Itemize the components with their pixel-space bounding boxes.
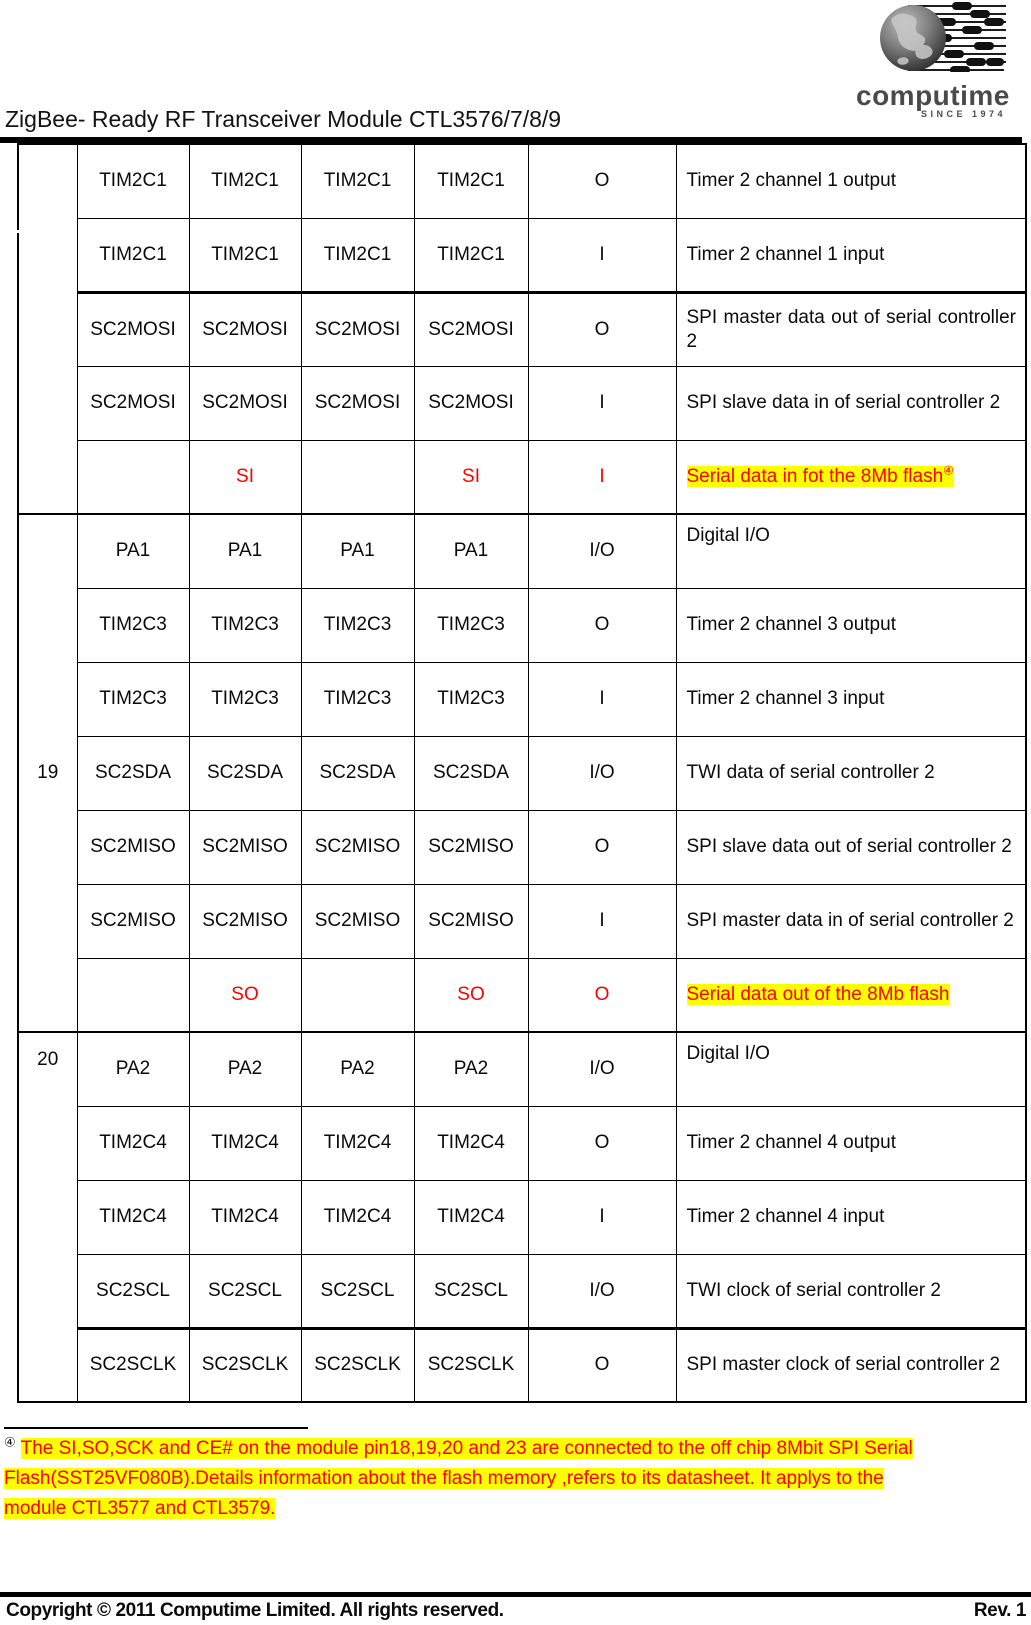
direction-cell: I xyxy=(528,662,676,736)
direction-cell: I/O xyxy=(528,736,676,810)
signal-cell: SC2MOSI xyxy=(301,366,414,440)
highlighted-description: Serial data in fot the 8Mb flash④ xyxy=(686,463,954,487)
pin-description-table xyxy=(17,143,1027,1403)
table-row xyxy=(18,440,1026,514)
signal-cell: SC2SCL xyxy=(189,1254,301,1328)
description-cell: Timer 2 channel 1 input xyxy=(676,218,1026,292)
description-cell: SPI master clock of serial controller 2 xyxy=(676,1328,1026,1402)
table-row xyxy=(18,810,1026,884)
description-cell: TWI clock of serial controller 2 xyxy=(676,1254,1026,1328)
signal-cell: SC2SDA xyxy=(189,736,301,810)
signal-cell: SC2MISO xyxy=(414,810,528,884)
table-row xyxy=(18,514,1026,588)
signal-cell: SO xyxy=(414,958,528,1032)
description-cell: SPI slave data in of serial controller 2 xyxy=(676,366,1026,440)
signal-cell: TIM2C3 xyxy=(189,588,301,662)
direction-cell: O xyxy=(528,810,676,884)
table-row xyxy=(18,736,1026,810)
signal-cell: SC2MISO xyxy=(189,810,301,884)
table-row xyxy=(18,588,1026,662)
signal-cell: TIM2C3 xyxy=(301,588,414,662)
signal-cell: TIM2C4 xyxy=(414,1180,528,1254)
signal-cell: TIM2C1 xyxy=(77,144,189,218)
table-row xyxy=(18,884,1026,958)
signal-cell: SC2SDA xyxy=(77,736,189,810)
direction-cell: I/O xyxy=(528,1032,676,1106)
signal-cell: TIM2C3 xyxy=(189,662,301,736)
footnote-marker: ④ xyxy=(4,1434,16,1450)
footer-divider xyxy=(0,1592,1031,1597)
revision-label: Rev. 1 xyxy=(973,1600,1026,1621)
signal-cell: SC2MISO xyxy=(301,810,414,884)
signal-cell: SC2MOSI xyxy=(414,292,528,366)
signal-cell xyxy=(77,440,189,514)
signal-cell: SC2MOSI xyxy=(301,292,414,366)
signal-cell: TIM2C4 xyxy=(77,1106,189,1180)
description-cell: Digital I/O xyxy=(676,514,1026,588)
pin-number-cell: 19 xyxy=(18,514,77,1032)
direction-cell: I xyxy=(528,1180,676,1254)
table-row xyxy=(18,292,1026,366)
direction-cell: O xyxy=(528,1328,676,1402)
highlighted-description: Serial data out of the 8Mb flash xyxy=(686,983,950,1005)
signal-cell: PA2 xyxy=(414,1032,528,1106)
table-row xyxy=(18,1032,1026,1106)
footnote-reference: ④ xyxy=(943,463,954,478)
signal-cell xyxy=(77,958,189,1032)
signal-cell: PA2 xyxy=(301,1032,414,1106)
direction-cell: O xyxy=(528,1106,676,1180)
page-footer xyxy=(6,1600,1026,1622)
description-cell: Timer 2 channel 3 output xyxy=(676,588,1026,662)
signal-cell: PA2 xyxy=(77,1032,189,1106)
signal-cell: TIM2C4 xyxy=(77,1180,189,1254)
signal-cell: TIM2C4 xyxy=(189,1180,301,1254)
signal-cell: TIM2C1 xyxy=(77,218,189,292)
signal-cell: SC2MOSI xyxy=(414,366,528,440)
description-cell: Timer 2 channel 1 output xyxy=(676,144,1026,218)
table-row xyxy=(18,1106,1026,1180)
description-cell: TWI data of serial controller 2 xyxy=(676,736,1026,810)
signal-cell: PA1 xyxy=(414,514,528,588)
signal-cell: TIM2C1 xyxy=(189,218,301,292)
signal-cell: SC2MISO xyxy=(77,884,189,958)
description-cell: Digital I/O xyxy=(676,1032,1026,1106)
direction-cell: I/O xyxy=(528,514,676,588)
direction-cell: I xyxy=(528,366,676,440)
description-cell: Timer 2 channel 4 input xyxy=(676,1180,1026,1254)
signal-cell: SC2MOSI xyxy=(189,366,301,440)
signal-cell: SC2SCL xyxy=(414,1254,528,1328)
page-title: ZigBee- Ready RF Transceiver Module CTL3576/7/8/9 xyxy=(5,106,562,132)
description-cell: Timer 2 channel 3 input xyxy=(676,662,1026,736)
description-cell xyxy=(676,440,1026,514)
table-row xyxy=(18,366,1026,440)
description-cell: Timer 2 channel 4 output xyxy=(676,1106,1026,1180)
brand-tagline: SINCE 1974 xyxy=(920,109,1006,119)
signal-cell: SC2MISO xyxy=(414,884,528,958)
direction-cell: O xyxy=(528,292,676,366)
signal-cell: TIM2C3 xyxy=(414,588,528,662)
signal-cell: TIM2C3 xyxy=(414,662,528,736)
footnote-divider xyxy=(4,1427,308,1429)
table-border-gap xyxy=(15,230,20,233)
globe-icon xyxy=(878,2,1010,72)
signal-cell: TIM2C4 xyxy=(301,1180,414,1254)
signal-cell: SC2MISO xyxy=(189,884,301,958)
description-cell: SPI master data in of serial controller 2 xyxy=(676,884,1026,958)
footnote xyxy=(4,1434,949,1524)
signal-cell: SC2MOSI xyxy=(77,366,189,440)
signal-cell: TIM2C1 xyxy=(414,218,528,292)
table-row xyxy=(18,1254,1026,1328)
signal-cell: SC2SCLK xyxy=(301,1328,414,1402)
description-cell xyxy=(676,958,1026,1032)
table-row xyxy=(18,1180,1026,1254)
copyright-text: Copyright © 2011 Computime Limited. All rights reserved. xyxy=(6,1600,504,1621)
signal-cell: SC2MOSI xyxy=(77,292,189,366)
table-row xyxy=(18,662,1026,736)
signal-cell: PA1 xyxy=(301,514,414,588)
direction-cell: I xyxy=(528,440,676,514)
direction-cell: I xyxy=(528,218,676,292)
signal-cell: TIM2C4 xyxy=(189,1106,301,1180)
signal-cell: TIM2C4 xyxy=(301,1106,414,1180)
description-cell: SPI master data out of serial controller 2 xyxy=(676,292,1026,366)
description-cell: SPI slave data out of serial controller 2 xyxy=(676,810,1026,884)
direction-cell: O xyxy=(528,144,676,218)
direction-cell: I xyxy=(528,884,676,958)
signal-cell: TIM2C1 xyxy=(189,144,301,218)
table-row xyxy=(18,1328,1026,1402)
signal-cell: TIM2C4 xyxy=(414,1106,528,1180)
signal-cell: SO xyxy=(189,958,301,1032)
direction-cell: I/O xyxy=(528,1254,676,1328)
signal-cell: TIM2C3 xyxy=(301,662,414,736)
pin-number-cell: 20 xyxy=(18,1032,77,1402)
direction-cell: O xyxy=(528,958,676,1032)
direction-cell: O xyxy=(528,588,676,662)
signal-cell: SC2SDA xyxy=(414,736,528,810)
signal-cell: PA1 xyxy=(77,514,189,588)
signal-cell: SC2MISO xyxy=(77,810,189,884)
signal-cell: SC2SCL xyxy=(301,1254,414,1328)
signal-cell: TIM2C1 xyxy=(414,144,528,218)
signal-cell: SC2SCLK xyxy=(189,1328,301,1402)
signal-cell xyxy=(301,440,414,514)
signal-cell: SI xyxy=(189,440,301,514)
signal-cell: TIM2C1 xyxy=(301,218,414,292)
signal-cell: SC2SCLK xyxy=(77,1328,189,1402)
table-row xyxy=(18,144,1026,218)
brand-name: computime xyxy=(856,80,1010,111)
signal-cell: TIM2C1 xyxy=(301,144,414,218)
table-row xyxy=(18,218,1026,292)
signal-cell: SC2MOSI xyxy=(189,292,301,366)
signal-cell: SC2SDA xyxy=(301,736,414,810)
signal-cell: SC2SCLK xyxy=(414,1328,528,1402)
signal-cell xyxy=(301,958,414,1032)
signal-cell: TIM2C3 xyxy=(77,662,189,736)
signal-cell: PA2 xyxy=(189,1032,301,1106)
table-row xyxy=(18,958,1026,1032)
signal-cell: SI xyxy=(414,440,528,514)
signal-cell: TIM2C3 xyxy=(77,588,189,662)
footnote-text: The SI,SO,SCK and CE# on the module pin18,19,20 and 23 are connected to the off chip 8Mbit SPI Serial Flash(SST25VF080B).Details information about the flash memory ,refers to its datasheet. It applys to the module CTL3577 and CTL3579. xyxy=(4,1438,913,1519)
signal-cell: SC2MISO xyxy=(301,884,414,958)
pin-number-cell xyxy=(18,144,77,514)
signal-cell: PA1 xyxy=(189,514,301,588)
signal-cell: SC2SCL xyxy=(77,1254,189,1328)
